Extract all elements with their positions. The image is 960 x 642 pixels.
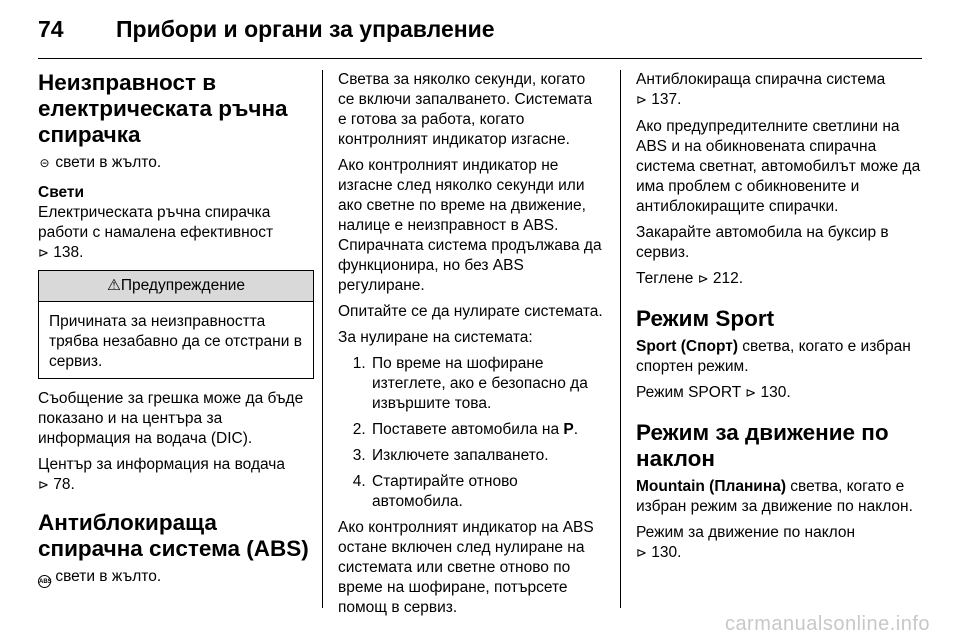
page-ref-link[interactable]: 138. bbox=[53, 244, 84, 261]
reset-steps-list bbox=[338, 354, 604, 512]
page-ref-icon: ⊳ bbox=[636, 93, 647, 108]
section-title: Прибори и органи за управление bbox=[116, 16, 495, 42]
paragraph: Режим за движение по наклон ⊳ 130. bbox=[636, 524, 856, 561]
paragraph: Sport (Спорт) светва, когато е избран спортен режим. bbox=[636, 338, 911, 375]
paragraph: Mountain (Планина) светва, когато е избран режим за движение по наклон. bbox=[636, 478, 913, 515]
page-ref-link[interactable]: 130. bbox=[760, 384, 791, 401]
paragraph: За нулиране на системата: bbox=[338, 329, 533, 346]
page-ref-icon: ⊳ bbox=[745, 386, 757, 401]
heading-sport-mode: Режим Sport bbox=[636, 306, 775, 331]
mountain-indicator-label: Mountain (Планина) bbox=[636, 478, 786, 495]
paragraph: Ако предупредителните светлини на ABS и на обикновената спирачна система светнат, автомобилът може да има проблем с обикновените и антиблокиращите спирачки. bbox=[636, 118, 921, 215]
page-ref-link[interactable]: 137. bbox=[651, 91, 682, 108]
watermark: carmanualsonline.info bbox=[724, 613, 930, 635]
paragraph: Светва за няколко секунди, когато се включи запалването. Системата е готова за работа, когато контролният индикатор изгасне. bbox=[338, 71, 593, 148]
paragraph: Електрическата ръчна спирачка работи с намалена ефективност ⊳ 138. bbox=[38, 204, 274, 261]
paragraph: Закарайте автомобила на буксир в сервиз. bbox=[636, 224, 889, 261]
heading-abs: Антиблокираща спирачна система (ABS) bbox=[38, 510, 309, 561]
column-divider bbox=[620, 70, 621, 608]
abs-icon: ABS bbox=[38, 575, 51, 588]
page-ref-icon: ⊳ bbox=[697, 272, 709, 287]
sport-indicator-label: Sport (Спорт) bbox=[636, 338, 738, 355]
header-rule bbox=[38, 58, 922, 59]
page-ref-link[interactable]: 78. bbox=[53, 476, 75, 493]
paragraph: Антиблокираща спирачна система ⊳ 137. bbox=[636, 71, 886, 108]
page-header bbox=[38, 12, 922, 52]
page-ref-icon: ⊳ bbox=[636, 546, 647, 561]
column-3 bbox=[636, 70, 926, 570]
paragraph: Център за информация на водача ⊳ 78. bbox=[38, 456, 285, 493]
paragraph: Теглене ⊳ 212. bbox=[636, 270, 744, 287]
warning-text: Причината за неизправността трябва незабавно да се отстрани в сервиз. bbox=[49, 313, 302, 370]
warning-box bbox=[38, 270, 314, 379]
column-divider bbox=[322, 70, 323, 608]
paragraph: Опитайте се да нулирате системата. bbox=[338, 303, 603, 320]
subheading-lit: Свети bbox=[38, 184, 85, 201]
paragraph: Съобщение за грешка може да бъде показано и на центъра за информация на водача (DIC). bbox=[38, 390, 304, 447]
page-ref-link[interactable]: 130. bbox=[651, 544, 682, 561]
column-2 bbox=[338, 70, 604, 624]
paragraph: Режим SPORT ⊳ 130. bbox=[636, 384, 791, 401]
list-item: 4. Стартирайте отново автомобила. bbox=[370, 472, 604, 512]
brake-fault-icon: ⊝ bbox=[39, 156, 50, 170]
heading-brake-fault: Неизправност в електрическата ръчна спирачка bbox=[38, 70, 288, 147]
list-item: 2. Поставете автомобила на P. bbox=[370, 420, 604, 440]
heading-mountain-mode: Режим за движение по наклон bbox=[636, 420, 889, 471]
list-item: 1. По време на шофиране изтеглете, ако е безопасно да извършите това. bbox=[370, 354, 604, 414]
indicator-line: ⊝ свети в жълто. bbox=[39, 154, 162, 171]
column-1 bbox=[38, 70, 314, 594]
paragraph: Ако контролният индикатор на ABS остане включен след нулиране на системата или светне отново по време на шофиране, потърсете помощ в сервиз. bbox=[338, 519, 594, 616]
indicator-line: ABS свети в жълто. bbox=[38, 567, 314, 588]
page-number: 74 bbox=[38, 16, 64, 42]
list-item: 3. Изключете запалването. bbox=[370, 446, 604, 466]
warning-icon: ⚠ bbox=[106, 277, 121, 294]
paragraph: Ако контролният индикатор не изгасне след няколко секунди или ако светне по време на движение, налице е неизправност в ABS. Спирачната система продължава да функционира, но без ABS регулиране. bbox=[338, 157, 602, 294]
page-ref-icon: ⊳ bbox=[38, 478, 49, 493]
page-ref-link[interactable]: 212. bbox=[712, 270, 744, 287]
page-ref-icon: ⊳ bbox=[38, 246, 49, 261]
warning-header: ⚠Предупреждение bbox=[39, 271, 313, 302]
